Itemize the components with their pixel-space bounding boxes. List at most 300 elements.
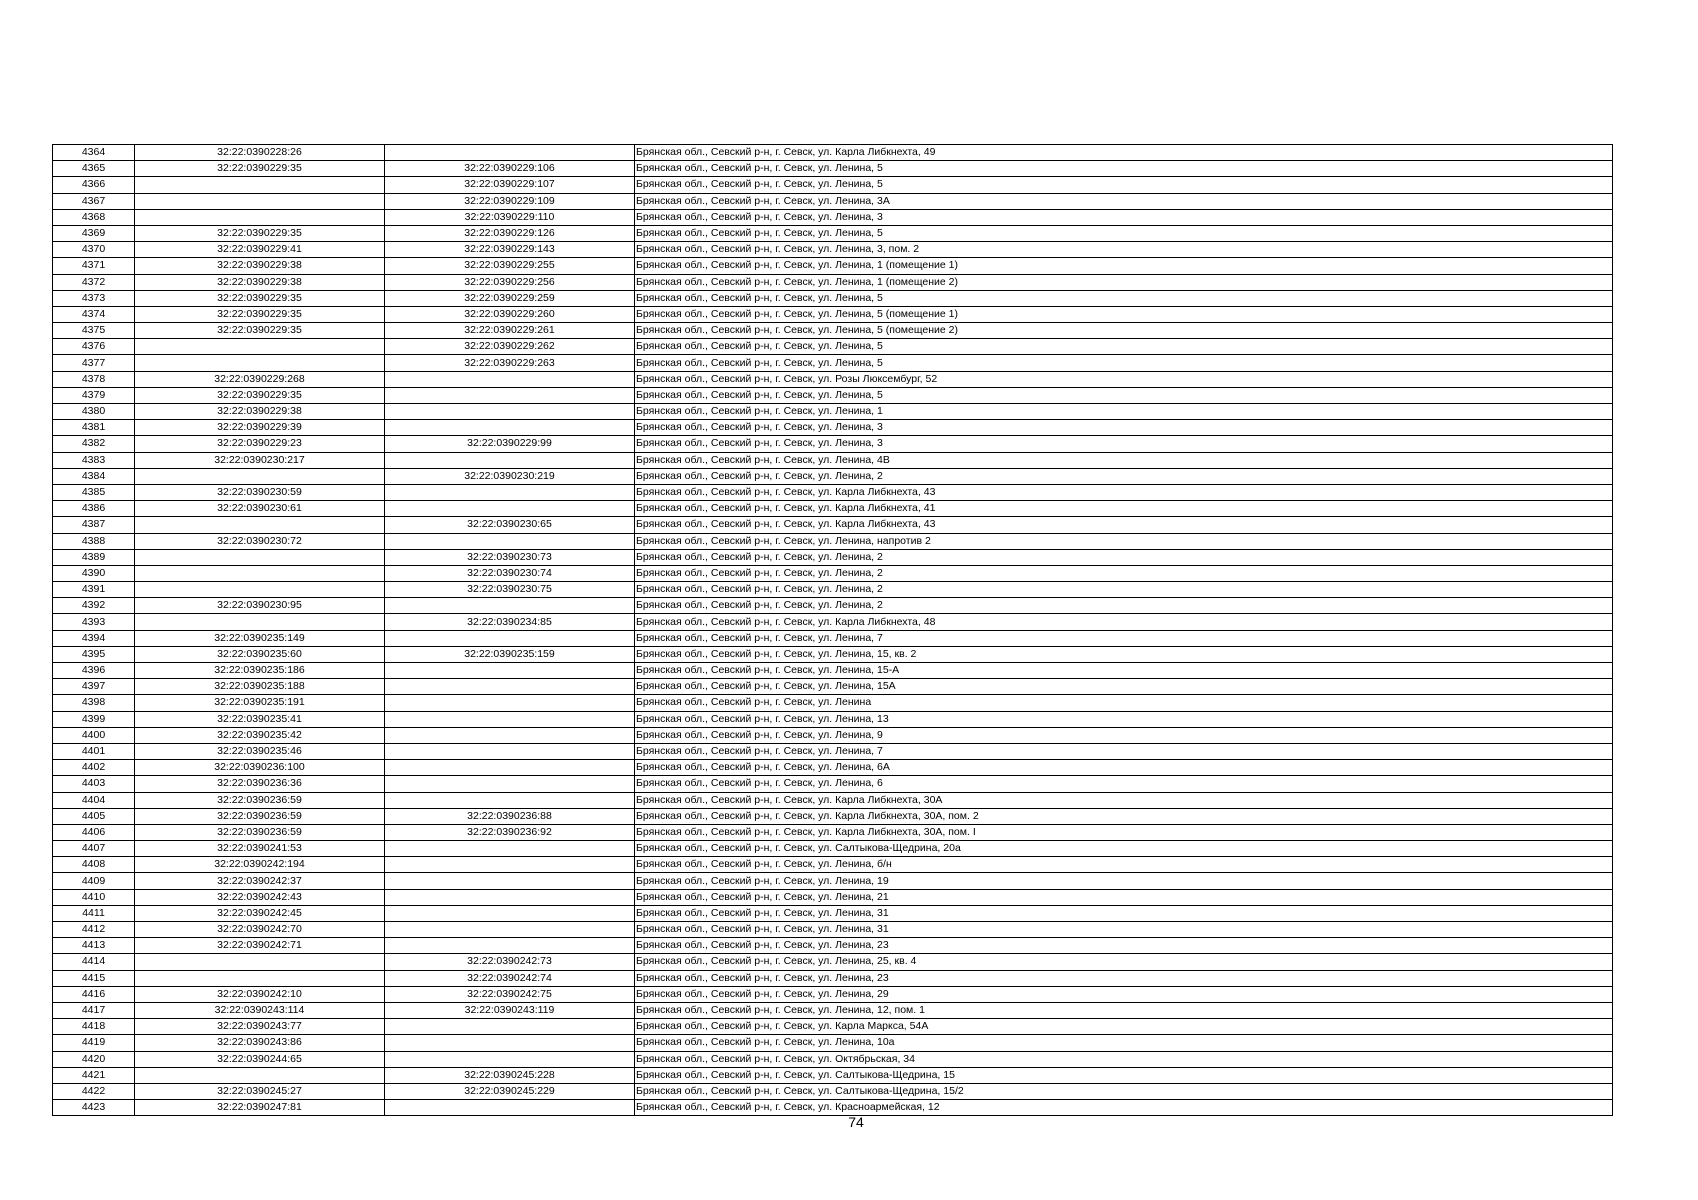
table-row — [53, 1035, 1613, 1051]
building-cadastral-number-cell — [385, 533, 635, 549]
page-number: 74 — [848, 1114, 864, 1130]
land-cadastral-number-cell: 32:22:0390242:70 — [135, 922, 385, 938]
row-number-cell: 4395 — [53, 646, 135, 662]
address-cell: Брянская обл., Севский р-н, г. Севск, ул. Ленина, 15А — [635, 679, 1613, 695]
land-cadastral-number-cell: 32:22:0390229:38 — [135, 258, 385, 274]
address-cell: Брянская обл., Севский р-н, г. Севск, ул. Ленина, 3А — [635, 193, 1613, 209]
building-cadastral-number-cell: 32:22:0390242:74 — [385, 970, 635, 986]
row-number-cell: 4364 — [53, 145, 135, 161]
land-cadastral-number-cell — [135, 468, 385, 484]
building-cadastral-number-cell — [385, 841, 635, 857]
table-row — [53, 452, 1613, 468]
building-cadastral-number-cell — [385, 889, 635, 905]
row-number-cell: 4366 — [53, 177, 135, 193]
row-number-cell: 4372 — [53, 274, 135, 290]
row-number-cell: 4412 — [53, 922, 135, 938]
table-row — [53, 873, 1613, 889]
table-row — [53, 679, 1613, 695]
table-row — [53, 841, 1613, 857]
address-cell: Брянская обл., Севский р-н, г. Севск, ул. Ленина, 13 — [635, 711, 1613, 727]
table-row — [53, 193, 1613, 209]
land-cadastral-number-cell: 32:22:0390235:186 — [135, 663, 385, 679]
row-number-cell: 4377 — [53, 355, 135, 371]
row-number-cell: 4402 — [53, 760, 135, 776]
building-cadastral-number-cell — [385, 905, 635, 921]
address-cell: Брянская обл., Севский р-н, г. Севск, ул. Розы Люксембург, 52 — [635, 371, 1613, 387]
table-row — [53, 582, 1613, 598]
land-cadastral-number-cell: 32:22:0390241:53 — [135, 841, 385, 857]
building-cadastral-number-cell: 32:22:0390229:256 — [385, 274, 635, 290]
address-cell: Брянская обл., Севский р-н, г. Севск, ул. Ленина, 9 — [635, 727, 1613, 743]
table-row — [53, 905, 1613, 921]
building-cadastral-number-cell — [385, 679, 635, 695]
building-cadastral-number-cell — [385, 484, 635, 500]
row-number-cell: 4409 — [53, 873, 135, 889]
table-row — [53, 404, 1613, 420]
address-cell: Брянская обл., Севский р-н, г. Севск, ул. Ленина, 5 — [635, 339, 1613, 355]
land-cadastral-number-cell — [135, 565, 385, 581]
table-row — [53, 565, 1613, 581]
row-number-cell: 4391 — [53, 582, 135, 598]
row-number-cell: 4410 — [53, 889, 135, 905]
land-cadastral-number-cell: 32:22:0390229:35 — [135, 225, 385, 241]
row-number-cell: 4374 — [53, 306, 135, 322]
row-number-cell: 4378 — [53, 371, 135, 387]
row-number-cell: 4411 — [53, 905, 135, 921]
address-cell: Брянская обл., Севский р-н, г. Севск, ул. Карла Либкнехта, 43 — [635, 484, 1613, 500]
table-row — [53, 371, 1613, 387]
land-cadastral-number-cell: 32:22:0390236:36 — [135, 776, 385, 792]
table-row — [53, 177, 1613, 193]
address-cell: Брянская обл., Севский р-н, г. Севск, ул. Ленина, 10а — [635, 1035, 1613, 1051]
land-cadastral-number-cell: 32:22:0390235:188 — [135, 679, 385, 695]
table-row — [53, 533, 1613, 549]
row-number-cell: 4414 — [53, 954, 135, 970]
land-cadastral-number-cell: 32:22:0390230:72 — [135, 533, 385, 549]
land-cadastral-number-cell: 32:22:0390236:59 — [135, 808, 385, 824]
address-cell: Брянская обл., Севский р-н, г. Севск, ул. Ленина, 3 — [635, 420, 1613, 436]
building-cadastral-number-cell — [385, 371, 635, 387]
row-number-cell: 4392 — [53, 598, 135, 614]
address-cell: Брянская обл., Севский р-н, г. Севск, ул. Ленина, 3 — [635, 209, 1613, 225]
table-row — [53, 209, 1613, 225]
land-cadastral-number-cell: 32:22:0390244:65 — [135, 1051, 385, 1067]
row-number-cell: 4400 — [53, 727, 135, 743]
building-cadastral-number-cell: 32:22:0390229:126 — [385, 225, 635, 241]
address-cell: Брянская обл., Севский р-н, г. Севск, ул. Карла Либкнехта, 43 — [635, 517, 1613, 533]
land-cadastral-number-cell — [135, 193, 385, 209]
address-cell: Брянская обл., Севский р-н, г. Севск, ул. Карла Либкнехта, 30А, пом. I — [635, 824, 1613, 840]
row-number-cell: 4417 — [53, 1002, 135, 1018]
row-number-cell: 4407 — [53, 841, 135, 857]
land-cadastral-number-cell — [135, 517, 385, 533]
address-cell: Брянская обл., Севский р-н, г. Севск, ул. Ленина, 31 — [635, 905, 1613, 921]
building-cadastral-number-cell — [385, 404, 635, 420]
building-cadastral-number-cell: 32:22:0390230:219 — [385, 468, 635, 484]
row-number-cell: 4404 — [53, 792, 135, 808]
table-row — [53, 387, 1613, 403]
address-cell: Брянская обл., Севский р-н, г. Севск, ул. Ленина, 5 — [635, 290, 1613, 306]
land-cadastral-number-cell: 32:22:0390242:37 — [135, 873, 385, 889]
table-row — [53, 1002, 1613, 1018]
building-cadastral-number-cell: 32:22:0390236:92 — [385, 824, 635, 840]
building-cadastral-number-cell: 32:22:0390245:228 — [385, 1067, 635, 1083]
building-cadastral-number-cell — [385, 1019, 635, 1035]
row-number-cell: 4388 — [53, 533, 135, 549]
land-cadastral-number-cell: 32:22:0390229:35 — [135, 323, 385, 339]
table-row — [53, 306, 1613, 322]
table-row — [53, 339, 1613, 355]
row-number-cell: 4406 — [53, 824, 135, 840]
table-row — [53, 614, 1613, 630]
address-cell: Брянская обл., Севский р-н, г. Севск, ул. Ленина, 2 — [635, 468, 1613, 484]
table-row — [53, 1083, 1613, 1099]
land-cadastral-number-cell: 32:22:0390229:38 — [135, 274, 385, 290]
land-cadastral-number-cell: 32:22:0390242:194 — [135, 857, 385, 873]
row-number-cell: 4394 — [53, 630, 135, 646]
building-cadastral-number-cell — [385, 387, 635, 403]
address-cell: Брянская обл., Севский р-н, г. Севск, ул. Ленина, 23 — [635, 938, 1613, 954]
land-cadastral-number-cell: 32:22:0390229:268 — [135, 371, 385, 387]
land-cadastral-number-cell: 32:22:0390229:35 — [135, 290, 385, 306]
address-cell: Брянская обл., Севский р-н, г. Севск, ул. Ленина, 5 (помещение 1) — [635, 306, 1613, 322]
building-cadastral-number-cell — [385, 743, 635, 759]
land-cadastral-number-cell: 32:22:0390228:26 — [135, 145, 385, 161]
row-number-cell: 4385 — [53, 484, 135, 500]
address-cell: Брянская обл., Севский р-н, г. Севск, ул. Карла Либкнехта, 49 — [635, 145, 1613, 161]
address-cell: Брянская обл., Севский р-н, г. Севск, ул. Ленина, 1 (помещение 2) — [635, 274, 1613, 290]
land-cadastral-number-cell: 32:22:0390242:71 — [135, 938, 385, 954]
address-cell: Брянская обл., Севский р-н, г. Севск, ул. Ленина, 15, кв. 2 — [635, 646, 1613, 662]
table-row — [53, 857, 1613, 873]
row-number-cell: 4401 — [53, 743, 135, 759]
table-row — [53, 1051, 1613, 1067]
building-cadastral-number-cell: 32:22:0390229:109 — [385, 193, 635, 209]
building-cadastral-number-cell — [385, 663, 635, 679]
land-cadastral-number-cell — [135, 954, 385, 970]
building-cadastral-number-cell: 32:22:0390229:261 — [385, 323, 635, 339]
row-number-cell: 4393 — [53, 614, 135, 630]
table-row — [53, 323, 1613, 339]
land-cadastral-number-cell — [135, 355, 385, 371]
building-cadastral-number-cell: 32:22:0390230:73 — [385, 549, 635, 565]
address-cell: Брянская обл., Севский р-н, г. Севск, ул. Карла Либкнехта, 30А, пом. 2 — [635, 808, 1613, 824]
row-number-cell: 4415 — [53, 970, 135, 986]
building-cadastral-number-cell — [385, 452, 635, 468]
building-cadastral-number-cell: 32:22:0390229:110 — [385, 209, 635, 225]
row-number-cell: 4399 — [53, 711, 135, 727]
address-cell: Брянская обл., Севский р-н, г. Севск, ул. Ленина, 4В — [635, 452, 1613, 468]
building-cadastral-number-cell: 32:22:0390242:73 — [385, 954, 635, 970]
table-row — [53, 630, 1613, 646]
building-cadastral-number-cell — [385, 938, 635, 954]
row-number-cell: 4390 — [53, 565, 135, 581]
building-cadastral-number-cell: 32:22:0390235:159 — [385, 646, 635, 662]
row-number-cell: 4379 — [53, 387, 135, 403]
row-number-cell: 4405 — [53, 808, 135, 824]
row-number-cell: 4381 — [53, 420, 135, 436]
row-number-cell: 4389 — [53, 549, 135, 565]
table-row — [53, 938, 1613, 954]
building-cadastral-number-cell: 32:22:0390229:99 — [385, 436, 635, 452]
row-number-cell: 4376 — [53, 339, 135, 355]
land-cadastral-number-cell — [135, 614, 385, 630]
table-row — [53, 760, 1613, 776]
building-cadastral-number-cell — [385, 695, 635, 711]
table-row — [53, 484, 1613, 500]
building-cadastral-number-cell: 32:22:0390229:263 — [385, 355, 635, 371]
building-cadastral-number-cell — [385, 873, 635, 889]
land-cadastral-number-cell: 32:22:0390230:59 — [135, 484, 385, 500]
table-row — [53, 695, 1613, 711]
row-number-cell: 4380 — [53, 404, 135, 420]
row-number-cell: 4398 — [53, 695, 135, 711]
table-row — [53, 954, 1613, 970]
table-row — [53, 889, 1613, 905]
land-cadastral-number-cell: 32:22:0390243:86 — [135, 1035, 385, 1051]
building-cadastral-number-cell: 32:22:0390242:75 — [385, 986, 635, 1002]
table-row — [53, 274, 1613, 290]
row-number-cell: 4421 — [53, 1067, 135, 1083]
address-cell: Брянская обл., Севский р-н, г. Севск, ул. Салтыкова-Щедрина, 15 — [635, 1067, 1613, 1083]
building-cadastral-number-cell: 32:22:0390229:262 — [385, 339, 635, 355]
land-cadastral-number-cell: 32:22:0390229:38 — [135, 404, 385, 420]
row-number-cell: 4403 — [53, 776, 135, 792]
address-cell: Брянская обл., Севский р-н, г. Севск, ул. Ленина, 2 — [635, 582, 1613, 598]
address-cell: Брянская обл., Севский р-н, г. Севск, ул. Ленина, 19 — [635, 873, 1613, 889]
address-cell: Брянская обл., Севский р-н, г. Севск, ул. Ленина, напротив 2 — [635, 533, 1613, 549]
land-cadastral-number-cell: 32:22:0390242:45 — [135, 905, 385, 921]
table-row — [53, 776, 1613, 792]
land-cadastral-number-cell — [135, 970, 385, 986]
row-number-cell: 4397 — [53, 679, 135, 695]
row-number-cell: 4367 — [53, 193, 135, 209]
land-cadastral-number-cell: 32:22:0390235:42 — [135, 727, 385, 743]
address-cell: Брянская обл., Севский р-н, г. Севск, ул. Ленина, 3, пом. 2 — [635, 242, 1613, 258]
row-number-cell: 4371 — [53, 258, 135, 274]
land-cadastral-number-cell: 32:22:0390235:60 — [135, 646, 385, 662]
building-cadastral-number-cell — [385, 776, 635, 792]
land-cadastral-number-cell: 32:22:0390229:23 — [135, 436, 385, 452]
land-cadastral-number-cell — [135, 339, 385, 355]
land-cadastral-number-cell — [135, 549, 385, 565]
address-cell: Брянская обл., Севский р-н, г. Севск, ул. Ленина, 31 — [635, 922, 1613, 938]
address-cell: Брянская обл., Севский р-н, г. Севск, ул. Ленина, 3 — [635, 436, 1613, 452]
row-number-cell: 4383 — [53, 452, 135, 468]
row-number-cell: 4396 — [53, 663, 135, 679]
row-number-cell: 4422 — [53, 1083, 135, 1099]
row-number-cell: 4423 — [53, 1100, 135, 1116]
building-cadastral-number-cell: 32:22:0390229:255 — [385, 258, 635, 274]
land-cadastral-number-cell: 32:22:0390230:95 — [135, 598, 385, 614]
land-cadastral-number-cell: 32:22:0390247:81 — [135, 1100, 385, 1116]
address-cell: Брянская обл., Севский р-н, г. Севск, ул. Ленина, 2 — [635, 549, 1613, 565]
row-number-cell: 4368 — [53, 209, 135, 225]
address-cell: Брянская обл., Севский р-н, г. Севск, ул. Ленина, 21 — [635, 889, 1613, 905]
land-cadastral-number-cell: 32:22:0390235:191 — [135, 695, 385, 711]
building-cadastral-number-cell — [385, 1051, 635, 1067]
row-number-cell: 4420 — [53, 1051, 135, 1067]
building-cadastral-number-cell — [385, 857, 635, 873]
address-cell: Брянская обл., Севский р-н, г. Севск, ул. Ленина, 6А — [635, 760, 1613, 776]
cadastral-registry-table — [52, 144, 1613, 1116]
building-cadastral-number-cell — [385, 1035, 635, 1051]
building-cadastral-number-cell: 32:22:0390229:107 — [385, 177, 635, 193]
row-number-cell: 4373 — [53, 290, 135, 306]
table-row — [53, 355, 1613, 371]
table-row — [53, 1067, 1613, 1083]
building-cadastral-number-cell: 32:22:0390229:260 — [385, 306, 635, 322]
address-cell: Брянская обл., Севский р-н, г. Севск, ул. Ленина, 2 — [635, 598, 1613, 614]
land-cadastral-number-cell: 32:22:0390235:46 — [135, 743, 385, 759]
land-cadastral-number-cell: 32:22:0390243:114 — [135, 1002, 385, 1018]
land-cadastral-number-cell: 32:22:0390243:77 — [135, 1019, 385, 1035]
address-cell: Брянская обл., Севский р-н, г. Севск, ул. Ленина, 1 — [635, 404, 1613, 420]
table-row — [53, 743, 1613, 759]
land-cadastral-number-cell — [135, 177, 385, 193]
address-cell: Брянская обл., Севский р-н, г. Севск, ул. Ленина, 5 — [635, 355, 1613, 371]
address-cell: Брянская обл., Севский р-н, г. Севск, ул. Ленина, 7 — [635, 630, 1613, 646]
table-row — [53, 501, 1613, 517]
building-cadastral-number-cell — [385, 630, 635, 646]
table-row — [53, 663, 1613, 679]
address-cell: Брянская обл., Севский р-н, г. Севск, ул. Ленина, 5 (помещение 2) — [635, 323, 1613, 339]
address-cell: Брянская обл., Севский р-н, г. Севск, ул. Карла Либкнехта, 41 — [635, 501, 1613, 517]
address-cell: Брянская обл., Севский р-н, г. Севск, ул. Карла Маркса, 54А — [635, 1019, 1613, 1035]
table-row — [53, 727, 1613, 743]
table-row — [53, 145, 1613, 161]
address-cell: Брянская обл., Севский р-н, г. Севск, ул. Ленина, 5 — [635, 225, 1613, 241]
land-cadastral-number-cell: 32:22:0390230:217 — [135, 452, 385, 468]
row-number-cell: 4413 — [53, 938, 135, 954]
land-cadastral-number-cell: 32:22:0390229:35 — [135, 306, 385, 322]
building-cadastral-number-cell: 32:22:0390229:143 — [385, 242, 635, 258]
row-number-cell: 4418 — [53, 1019, 135, 1035]
table-row — [53, 161, 1613, 177]
row-number-cell: 4419 — [53, 1035, 135, 1051]
building-cadastral-number-cell — [385, 598, 635, 614]
land-cadastral-number-cell: 32:22:0390229:41 — [135, 242, 385, 258]
building-cadastral-number-cell: 32:22:0390236:88 — [385, 808, 635, 824]
table-row — [53, 824, 1613, 840]
address-cell: Брянская обл., Севский р-н, г. Севск, ул. Ленина — [635, 695, 1613, 711]
address-cell: Брянская обл., Севский р-н, г. Севск, ул. Карла Либкнехта, 30А — [635, 792, 1613, 808]
building-cadastral-number-cell: 32:22:0390243:119 — [385, 1002, 635, 1018]
land-cadastral-number-cell: 32:22:0390235:41 — [135, 711, 385, 727]
building-cadastral-number-cell — [385, 420, 635, 436]
table-row — [53, 970, 1613, 986]
address-cell: Брянская обл., Севский р-н, г. Севск, ул. Ленина, 29 — [635, 986, 1613, 1002]
row-number-cell: 4386 — [53, 501, 135, 517]
address-cell: Брянская обл., Севский р-н, г. Севск, ул. Ленина, б/н — [635, 857, 1613, 873]
table-row — [53, 792, 1613, 808]
building-cadastral-number-cell: 32:22:0390230:75 — [385, 582, 635, 598]
building-cadastral-number-cell: 32:22:0390230:74 — [385, 565, 635, 581]
address-cell: Брянская обл., Севский р-н, г. Севск, ул. Красноармейская, 12 — [635, 1100, 1613, 1116]
address-cell: Брянская обл., Севский р-н, г. Севск, ул. Ленина, 25, кв. 4 — [635, 954, 1613, 970]
row-number-cell: 4387 — [53, 517, 135, 533]
land-cadastral-number-cell: 32:22:0390235:149 — [135, 630, 385, 646]
building-cadastral-number-cell: 32:22:0390234:85 — [385, 614, 635, 630]
table-row — [53, 290, 1613, 306]
building-cadastral-number-cell: 32:22:0390229:259 — [385, 290, 635, 306]
building-cadastral-number-cell: 32:22:0390229:106 — [385, 161, 635, 177]
building-cadastral-number-cell — [385, 760, 635, 776]
land-cadastral-number-cell: 32:22:0390236:59 — [135, 792, 385, 808]
table-row — [53, 922, 1613, 938]
table-row — [53, 436, 1613, 452]
row-number-cell: 4384 — [53, 468, 135, 484]
address-cell: Брянская обл., Севский р-н, г. Севск, ул. Салтыкова-Щедрина, 20а — [635, 841, 1613, 857]
land-cadastral-number-cell: 32:22:0390229:35 — [135, 161, 385, 177]
address-cell: Брянская обл., Севский р-н, г. Севск, ул. Ленина, 15-А — [635, 663, 1613, 679]
land-cadastral-number-cell: 32:22:0390236:100 — [135, 760, 385, 776]
building-cadastral-number-cell — [385, 922, 635, 938]
table-row — [53, 598, 1613, 614]
address-cell: Брянская обл., Севский р-н, г. Севск, ул. Ленина, 7 — [635, 743, 1613, 759]
row-number-cell: 4408 — [53, 857, 135, 873]
building-cadastral-number-cell — [385, 711, 635, 727]
table-row — [53, 420, 1613, 436]
building-cadastral-number-cell — [385, 727, 635, 743]
land-cadastral-number-cell: 32:22:0390242:10 — [135, 986, 385, 1002]
table-row — [53, 468, 1613, 484]
land-cadastral-number-cell — [135, 1067, 385, 1083]
land-cadastral-number-cell: 32:22:0390242:43 — [135, 889, 385, 905]
building-cadastral-number-cell — [385, 792, 635, 808]
building-cadastral-number-cell — [385, 501, 635, 517]
row-number-cell: 4370 — [53, 242, 135, 258]
address-cell: Брянская обл., Севский р-н, г. Севск, ул. Ленина, 2 — [635, 565, 1613, 581]
address-cell: Брянская обл., Севский р-н, г. Севск, ул. Октябрьская, 34 — [635, 1051, 1613, 1067]
table-row — [53, 986, 1613, 1002]
table-row — [53, 646, 1613, 662]
table-row — [53, 258, 1613, 274]
address-cell: Брянская обл., Севский р-н, г. Севск, ул. Ленина, 6 — [635, 776, 1613, 792]
land-cadastral-number-cell: 32:22:0390230:61 — [135, 501, 385, 517]
table-row — [53, 517, 1613, 533]
table-row — [53, 808, 1613, 824]
table-row — [53, 1019, 1613, 1035]
row-number-cell: 4382 — [53, 436, 135, 452]
building-cadastral-number-cell: 32:22:0390230:65 — [385, 517, 635, 533]
row-number-cell: 4375 — [53, 323, 135, 339]
land-cadastral-number-cell: 32:22:0390245:27 — [135, 1083, 385, 1099]
table-row — [53, 549, 1613, 565]
address-cell: Брянская обл., Севский р-н, г. Севск, ул. Ленина, 1 (помещение 1) — [635, 258, 1613, 274]
land-cadastral-number-cell: 32:22:0390236:59 — [135, 824, 385, 840]
building-cadastral-number-cell — [385, 145, 635, 161]
land-cadastral-number-cell — [135, 209, 385, 225]
row-number-cell: 4369 — [53, 225, 135, 241]
address-cell: Брянская обл., Севский р-н, г. Севск, ул. Ленина, 23 — [635, 970, 1613, 986]
address-cell: Брянская обл., Севский р-н, г. Севск, ул. Ленина, 5 — [635, 161, 1613, 177]
address-cell: Брянская обл., Севский р-н, г. Севск, ул. Ленина, 5 — [635, 177, 1613, 193]
address-cell: Брянская обл., Севский р-н, г. Севск, ул. Карла Либкнехта, 48 — [635, 614, 1613, 630]
land-cadastral-number-cell — [135, 582, 385, 598]
land-cadastral-number-cell: 32:22:0390229:39 — [135, 420, 385, 436]
building-cadastral-number-cell: 32:22:0390245:229 — [385, 1083, 635, 1099]
table-row — [53, 711, 1613, 727]
table-row — [53, 242, 1613, 258]
table-row — [53, 225, 1613, 241]
row-number-cell: 4416 — [53, 986, 135, 1002]
land-cadastral-number-cell: 32:22:0390229:35 — [135, 387, 385, 403]
address-cell: Брянская обл., Севский р-н, г. Севск, ул. Салтыкова-Щедрина, 15/2 — [635, 1083, 1613, 1099]
row-number-cell: 4365 — [53, 161, 135, 177]
registry-table-body — [53, 145, 1613, 1116]
address-cell: Брянская обл., Севский р-н, г. Севск, ул. Ленина, 5 — [635, 387, 1613, 403]
